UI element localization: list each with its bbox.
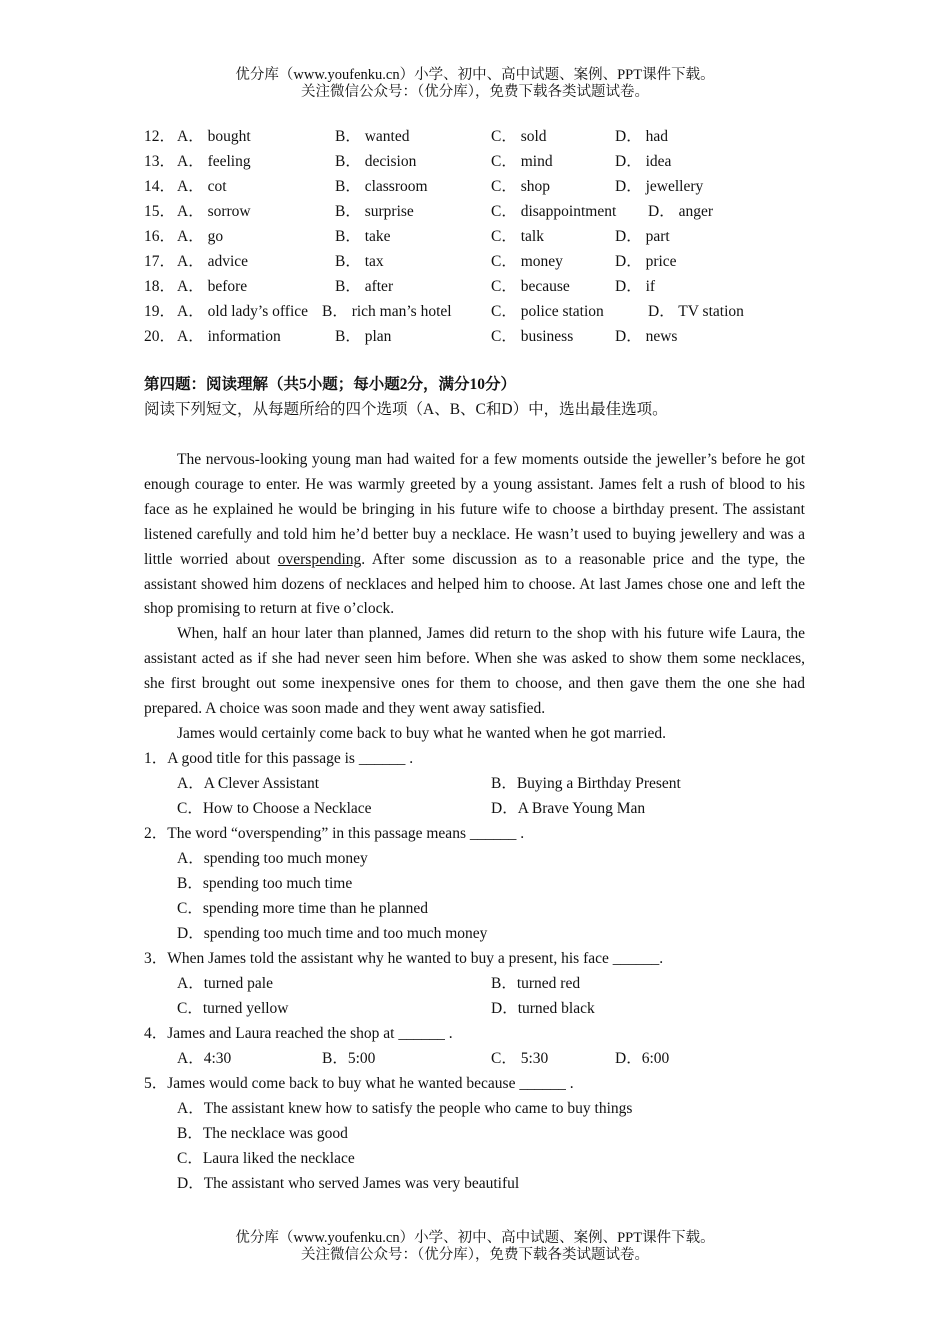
question-5-option-c: C．Laura liked the necklace (177, 1150, 355, 1167)
option-a: A． go (177, 228, 224, 245)
question-1-stem: 1．A good title for this passage is ______ . (144, 750, 414, 767)
passage-paragraph-2: When, half an hour later than planned, James did return to the shop with his future wife Laura, the assistant acted as if she had never seen him before. When she was asked to show them some necklaces, she first brought out some inexpensive ones for them to choose, and then gave them the one she had prepared. A choice was soon made and they went away satisfied. (144, 625, 805, 718)
question-4-option-a: A．4:30 (177, 1050, 232, 1067)
option-b: B． tax (335, 253, 384, 270)
option-c: C． talk (491, 228, 544, 245)
paragraph-text: . After some discussion as to a reasonable price and the type, the assistant showed him dozens of necklaces and helped him to choose. At last James chose one and left the shop promising to return at five o’clock. (144, 550, 805, 618)
option-d: D． had (615, 128, 668, 145)
question-number: 20． (144, 328, 176, 345)
question-4-option-d: D．6:00 (615, 1050, 670, 1067)
page-footer (0, 1230, 950, 1264)
option-a: A． bought (177, 128, 251, 145)
question-5-option-b: B．The necklace was good (177, 1125, 348, 1142)
option-b: B． decision (335, 153, 417, 170)
question-3-option-c: C．turned yellow (177, 1000, 289, 1017)
option-c: C． because (491, 278, 570, 295)
section-instruction: 阅读下列短文，从每题所给的四个选项（A、B、C和D）中，选出最佳选项。 (144, 401, 668, 418)
question-2-option-b: B．spending too much time (177, 875, 353, 892)
option-d: D． news (615, 328, 678, 345)
option-b: B． after (335, 278, 394, 295)
question-number: 15． (144, 203, 176, 220)
question-number: 17． (144, 253, 176, 270)
question-2-option-d: D．spending too much time and too much money (177, 925, 488, 942)
question-number: 18． (144, 278, 176, 295)
header-line-2: 关注微信公众号：（优分库），免费下载各类试题试卷。 (301, 84, 649, 100)
question-2-option-a: A．spending too much money (177, 850, 368, 867)
option-d: D． jewellery (615, 178, 704, 195)
footer-line-2: 关注微信公众号：（优分库），免费下载各类试题试卷。 (301, 1247, 649, 1263)
option-c: C． business (491, 328, 574, 345)
option-c: C． mind (491, 153, 553, 170)
question-5-stem: 5．James would come back to buy what he wanted because ______ . (144, 1075, 574, 1092)
option-b: B． wanted (335, 128, 410, 145)
question-3-stem: 3．When James told the assistant why he wanted to buy a present, his face ______. (144, 950, 664, 967)
option-a: A． advice (177, 253, 249, 270)
question-5-option-a: A．The assistant knew how to satisfy the people who came to buy things (177, 1100, 633, 1117)
reading-passage (144, 448, 805, 747)
page-header (0, 67, 950, 101)
question-1-option-b: B．Buying a Birthday Present (491, 775, 681, 792)
question-3-option-a: A．turned pale (177, 975, 273, 992)
option-c: C． police station (491, 303, 604, 320)
option-c: C． shop (491, 178, 550, 195)
option-a: A． feeling (177, 153, 251, 170)
question-number: 19． (144, 303, 176, 320)
question-2-stem: 2．The word “overspending” in this passage means ______ . (144, 825, 525, 842)
option-a: A． cot (177, 178, 227, 195)
question-number: 16． (144, 228, 176, 245)
option-d: D． idea (615, 153, 672, 170)
question-5-option-d: D．The assistant who served James was very beautiful (177, 1175, 520, 1192)
option-a: A． information (177, 328, 281, 345)
question-3-option-b: B．turned red (491, 975, 581, 992)
question-4-stem: 4．James and Laura reached the shop at ______ . (144, 1025, 453, 1042)
question-number: 12． (144, 128, 176, 145)
underlined-word: overspending (277, 550, 362, 568)
option-b: B． surprise (335, 203, 414, 220)
option-c: C． sold (491, 128, 547, 145)
option-c: C． money (491, 253, 563, 270)
question-3-option-d: D．turned black (491, 1000, 595, 1017)
question-4-option-b: B．5:00 (322, 1050, 376, 1067)
option-d: D． price (615, 253, 677, 270)
option-c: C． disappointment (491, 203, 617, 220)
option-d: D． anger (648, 203, 713, 220)
question-2-option-c: C．spending more time than he planned (177, 900, 428, 917)
option-d: D． if (615, 278, 656, 295)
question-number: 13． (144, 153, 176, 170)
question-1-option-a: A．A Clever Assistant (177, 775, 320, 792)
option-b: B． rich man’s hotel (322, 303, 452, 320)
paragraph-text: The nervous-looking young man had waited for a few moments outside the jeweller’s before he got enough courage to enter. He was warmly greeted by a young assistant. James felt a rush of blood to his face as he explained he would be bringing in his future wife to choose a birthday present. The assistant listened carefully and told him he’d better buy a necklace. He wasn’t used to buying jewellery and was a little worried about (144, 451, 805, 568)
option-d: D． TV station (648, 303, 744, 320)
option-b: B． take (335, 228, 391, 245)
header-line-1: 优分库（www.youfenku.cn）小学、初中、高中试题、案例、PPT课件下载。 (235, 67, 715, 83)
question-4-option-c: C． 5:30 (491, 1050, 549, 1067)
option-b: B． classroom (335, 178, 428, 195)
option-d: D． part (615, 228, 670, 245)
footer-line-1: 优分库（www.youfenku.cn）小学、初中、高中试题、案例、PPT课件下载。 (235, 1230, 715, 1246)
option-a: A． old lady’s office (177, 303, 309, 320)
question-1-option-c: C．How to Choose a Necklace (177, 800, 372, 817)
option-b: B． plan (335, 328, 392, 345)
section-title: 第四题：阅读理解（共5小题；每小题2分，满分10分） (144, 376, 517, 393)
question-number: 14． (144, 178, 176, 195)
passage-paragraph-1 (144, 448, 805, 622)
question-1-option-d: D．A Brave Young Man (491, 800, 646, 817)
passage-paragraph-3: James would certainly come back to buy what he wanted when he got married. (177, 724, 666, 742)
option-a: A． before (177, 278, 248, 295)
option-a: A． sorrow (177, 203, 251, 220)
